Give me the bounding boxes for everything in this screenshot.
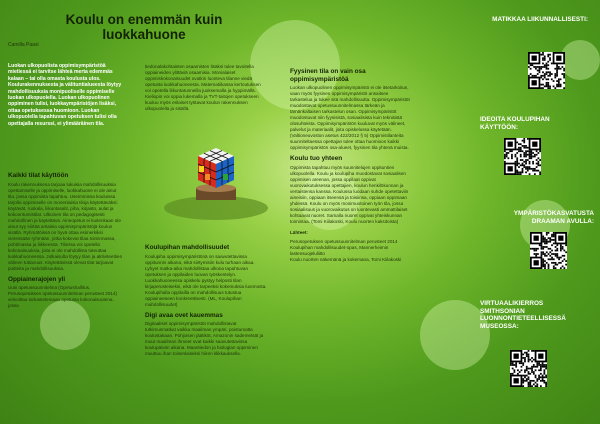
source-item: Koulupihan mahdollisuudet-opas, Mannerheimin lastensuojeluliitto	[290, 244, 389, 256]
col1-heading-2: Oppiainerajojen yli	[8, 275, 66, 283]
qr-heading-2: IDEOITA KOULUPIHAN KÄYTTÖÖN:	[480, 116, 550, 131]
col1-paragraph-2: Uusi opetussuunnitelma (Opetushallitus, Perusopetuksen opetussuunnitelman perusteet 2014) velvoittaa tarkastelemaan opetusta kokonaisuutena, jossa	[8, 285, 118, 308]
rubiks-cube-image	[160, 126, 272, 222]
sources-label: Lähteet:	[290, 229, 308, 235]
col3-heading-2: Koulu tuo yhteen	[290, 155, 343, 162]
qr-code[interactable]	[528, 52, 565, 89]
page-title: Koulu on enemmän kuin luokkahuone	[65, 12, 223, 42]
qr-links-panel	[480, 0, 600, 424]
col2-paragraph-0: tiedonalakohtaisten osaamisten lisäksi tulee tavoitella oppiaineiden ylittäviä osaamisia. Monialaiset oppimiskokonaisuudet ovatkin luonteva tilanne viedä opetusta luokkahuoneesta. Matematiikassa kertoutuksen voi opetella liikuntatunneilla juoksemalla ja hyppimällä. Kieliopin voi oppia lukemalla ja TVT-taitojen opetukseen kuuluu myös erilaiset työtavat koulun rakennuksen ulkopuolella ja sisällä.	[145, 64, 261, 111]
col3-heading-1: Fyysinen tila on vain osa oppimisympäristöä	[290, 68, 366, 83]
col2-paragraph-2: Digitaaliset oppimisympäristöt mahdollistavat tutkimusmatkat vaikka maailman ympäri, poistumatta koulustakaan. Pohjoisen jäätiköt, Amazonin sademetsät ja muut maailman ihmeet ovat kaikki saavutettavissa koulupäivän aikana. Maantiedon ja biologian oppiminen muuttuu ihan toisenlaiseksi hiiren klikkauksella.	[145, 321, 264, 356]
column-1	[8, 168, 124, 312]
column-2	[145, 64, 267, 115]
col2-heading-1: Koulupihan mahdollisuudet	[145, 244, 230, 251]
col1-heading-1: Kaikki tilat käyttöön	[8, 172, 69, 179]
qr-heading-3: YMPÄRISTÖKASVATUSTA DRAAMAN AVULLA:	[513, 210, 594, 225]
col3-paragraph-2: Oppimista tapahtuu myös suunnitelujen oppituntien ulkopuolella. Koulu ja koulupiha muodostavat sosiaalisen oppimisen areenan, jossa oppilaat oppivat vuorovaikutuksessa opettajien, koulun henkilökunnan ja vertaistensa kanssa. Koulussa luodaan suhde opetettaviin aineisiin, oppiaan itseensä ja toisiinsa, oppiaan oppimaan yhdessä. Koulu on myös monimuotoinen työn tila, jossa sosiaalisuus ja vuorovaikutus on luontevasti ammattilaiset kohtaavat nuoret. Samalla nuoret oppivat yhteiskunnan toimintaa. (Tomi Kiilakoski, Koulu nuorten kaksitoista)	[290, 164, 409, 224]
col2-paragraph-1: Koulupiha oppimisympäristönä on saavutettavissa oppitunnin aikana, eikä siirtymisiin kulu turhaan aikaa. Lyhyet matka-aika mahdollistaa ulkona tapahtuvan opetuksen ja oppilaiden luovan työskentelyn. Luokkahuoneessa opiskelu pystyy helposti tilan kirjaperusteiseksi, eikä ole tarpeeksi kokemuksia luonnosta. Koulupihalla oppilailla on mahdollisuus tutustua oppiaineeseen konkreettisesti. (ML, Koulupihan mahdollisuudet)	[145, 253, 267, 307]
col3-paragraph-1: Luokan ulkopuolinen oppimisympäristö ei ole itsetarkoitus, vaan myös fyysinen oppimisympäristö ansaitsee tarkastelua ja tukee sitä mahdollisuutta. Oppimisympäristöt muodostavat opetussuunnitelmassa tärkeän ja tämänkaltaisen tarkastelun osan. Oppimisympäristöt muodostuvat niin fyysisistä, sosiaalisista kuin teknisistä olosuhteista. Oppimisympäristön kuuluvat myös välineet, palvelut ja materiaalit, joita opiskelussa käytetään. (Valtioneuvoston asetus 422/2012 § 5) Oppimistilanteita suunniteltaessa opettajan tulee ottaa huomioon kaikki oppimisympäristön osa-alueet, fyysinen tila yhtenä muista.	[290, 85, 410, 150]
qr-heading-4: VIRTUAALIKIERROS SMITHSONIAN LUONNONTIETEELLISESSÄ MUSEOSSA:	[480, 300, 566, 330]
qr-code[interactable]	[504, 138, 541, 175]
qr-heading-1: MATIKKAA LIIKUNNALLISESTI:	[492, 16, 588, 23]
source-item: Perusopetuksen opetussuunnitelman perusteet 2014	[290, 238, 398, 244]
qr-code[interactable]	[510, 350, 547, 387]
col1-paragraph-1: Koulu rakennuksena tarjoaa lukuisia mahdollisuuksia opettamiselle ja oppimiselle, luokkahuone ei ole ainut tila, jossa oppimista tapahtuu. Useimmissa kouluissa tarjolla oppimiselle on monenlaisia tiloja käytettäväksi: käytävät, ruokala, liikuntasalit, piha, kirjasto, aulat ja kokoontumistilat. Ulkoinen tila on pedagogisesti mahdollinen ja käytettävä. Aineopetus ei kuitenkaan ole ainut syy siirtää antaisia oppimisympäristöjä koulun sisällä. Ryhmätöissä on hyvä ottaa esimerkiksi vieressään ryhmään, jotka kokevat tilaa toiminnassa, pohtimassa ja liikkeessä. Tiloissa voi opetella kokonaisuuksia, joita ei ole mahdollista toteuttaa luokkahuoneessa. Julkaisulta löytyy tilan ja aktiviteettien välinen tuttavuus. Käytettävissä olevat tilat tarjoavat puitteita ja mahdollisuuksia.	[8, 181, 123, 271]
col2-heading-2: Digi avaa ovet kauemmas	[145, 311, 223, 319]
qr-code[interactable]	[530, 232, 567, 269]
author-name: Camilla Paasi	[8, 42, 39, 48]
intro-text: Luokan ulkopuolista oppimisympäristöä mietiessä ei tarvitse lähteä merta edemmäs kalaan – tai olla omasta koulusta ulos. Koulurakennuksesta ja välituntialueesta löytyy mahdollisuuksia monipuoliselle oppimiselle luokan ulkopuolella. Luokan ulkopuolinen oppiminen tulisi, luokkaympäristöjen lisäksi, ottaa opetuksessa huomioon. Luokan ulkopuolella tapahtuvan opetuksen tulisi olla opettajalla resurssi, ei ylimääräinen tila.	[8, 63, 122, 127]
source-item: Koulu nuorten näkemänä ja kokemana, Tomi Kiilakoski	[290, 256, 402, 262]
column-3	[290, 64, 410, 263]
column-2b	[145, 240, 267, 360]
